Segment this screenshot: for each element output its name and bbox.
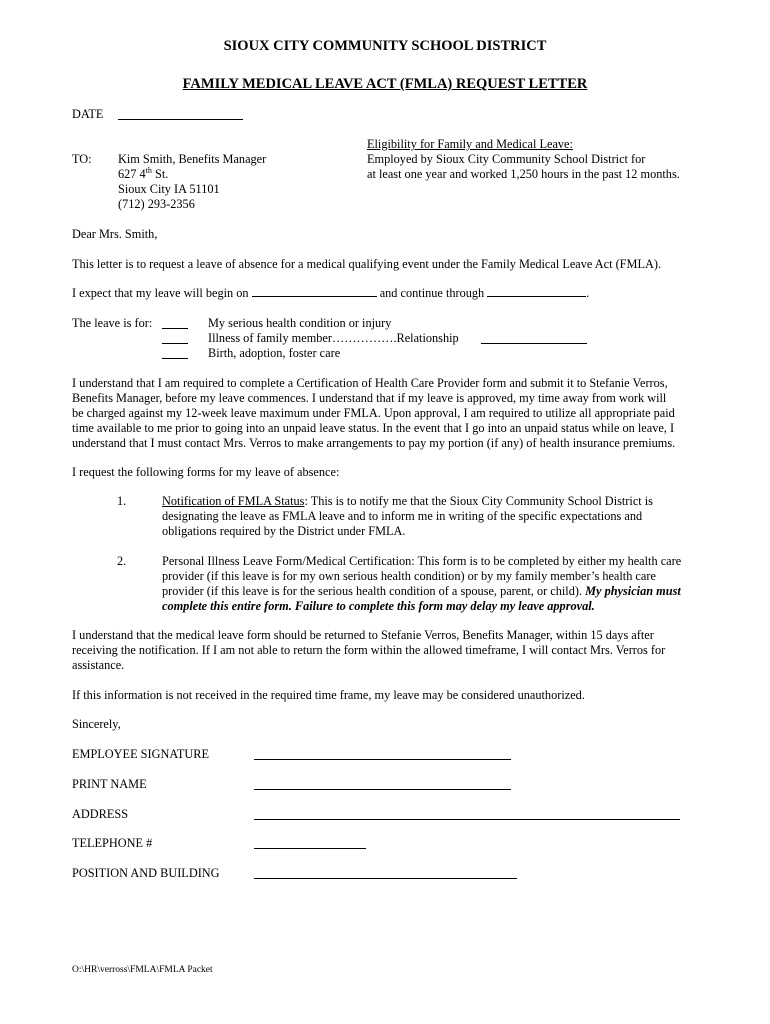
form-item-1-line-3: obligations required by the District under FMLA. — [162, 524, 406, 538]
form-item-2-line-1: Personal Illness Leave Form/Medical Certification: This form is to be completed by either my health care — [162, 554, 682, 568]
employee-signature-field[interactable] — [254, 749, 511, 760]
certification-line-1: I understand that I am required to complete a Certification of Health Care Provider form and submit it to Stefanie Verros, — [72, 376, 668, 390]
eligibility-heading: Eligibility for Family and Medical Leave: — [367, 137, 573, 151]
street-suffix: th — [145, 165, 152, 175]
certification-line-3: be charged against my 12-week leave maximum under FMLA. Upon approval, I am required to utilize all appropriate paid — [72, 406, 675, 420]
return-line-1: I understand that the medical leave form should be returned to Stefanie Verros, Benefits Manager, within 15 days after — [72, 628, 654, 642]
eligibility-line-2: at least one year and worked 1,250 hours in the past 12 months. — [367, 167, 680, 181]
recipient-phone: (712) 293-2356 — [118, 197, 195, 211]
street-rest: St. — [151, 167, 169, 181]
eligibility-line-1: Employed by Sioux City Community School District for — [367, 152, 646, 166]
form-item-1-line-1 — [162, 494, 653, 509]
form-item-2-emphasis: My physician must — [585, 584, 681, 598]
telephone-label: TELEPHONE # — [72, 836, 153, 850]
print-name-field[interactable] — [254, 779, 511, 790]
form-item-1-text: : This is to notify me that the Sioux City Community School District is — [304, 494, 653, 508]
leave-dates-line — [72, 286, 589, 301]
form-item-2-text: provider (if this leave is for the serious health condition of a spouse, parent, or child). — [162, 584, 583, 598]
leave-option-3-checkbox[interactable] — [162, 348, 188, 359]
leave-begin-field[interactable] — [252, 286, 377, 297]
recipient-name: Kim Smith, Benefits Manager — [118, 152, 267, 166]
unauthorized-notice: If this information is not received in the required time frame, my leave may be considered unauthorized. — [72, 688, 585, 702]
position-building-field[interactable] — [254, 868, 517, 879]
address-field[interactable] — [254, 809, 680, 820]
telephone-field[interactable] — [254, 838, 366, 849]
return-line-2: receiving the notification. If I am not able to return the form within the allowed timeframe, I will contact Mrs. Verros for — [72, 643, 666, 657]
recipient-street — [118, 167, 168, 182]
forms-intro: I request the following forms for my leave of absence: — [72, 465, 340, 479]
form-item-1-line-2: designating the leave as FMLA leave and to inform me in writing of the specific expectations and — [162, 509, 643, 523]
date-label: DATE — [72, 107, 104, 121]
intro-paragraph: This letter is to request a leave of absence for a medical qualifying event under the Family Medical Leave Act (FMLA). — [72, 257, 662, 271]
print-name-label: PRINT NAME — [72, 777, 147, 791]
position-building-label: POSITION AND BUILDING — [72, 866, 220, 880]
street-number: 627 4 — [118, 167, 146, 181]
form-item-2-line-2: provider (if this leave is for my own serious health condition) or by my family member’s health care — [162, 569, 656, 583]
leave-option-2-checkbox[interactable] — [162, 333, 188, 344]
leave-dates-period: . — [586, 286, 590, 300]
to-label: TO: — [72, 152, 92, 166]
leave-option-1-checkbox[interactable] — [162, 318, 188, 329]
leave-end-field[interactable] — [487, 286, 586, 297]
leave-through-label: and continue through — [379, 286, 485, 300]
footer-file-path: O:\HR\verross\FMLA\FMLA Packet — [72, 965, 213, 975]
closing: Sincerely, — [72, 717, 121, 731]
form-item-2-line-3 — [162, 584, 681, 599]
form-item-1-title: Notification of FMLA Status — [162, 494, 305, 508]
leave-option-3: Birth, adoption, foster care — [208, 346, 341, 360]
form-item-2-line-4: complete this entire form. Failure to complete this form may delay my leave approval. — [162, 599, 595, 613]
form-item-2-number: 2. — [117, 554, 127, 568]
page-title: FAMILY MEDICAL LEAVE ACT (FMLA) REQUEST LETTER — [182, 76, 588, 92]
leave-for-label: The leave is for: — [72, 316, 153, 330]
return-line-3: assistance. — [72, 658, 125, 672]
leave-option-1: My serious health condition or injury — [208, 316, 392, 330]
district-heading: SIOUX CITY COMMUNITY SCHOOL DISTRICT — [223, 38, 547, 54]
employee-signature-label: EMPLOYEE SIGNATURE — [72, 747, 209, 761]
address-label: ADDRESS — [72, 807, 129, 821]
leave-option-2: Illness of family member…………….Relationship — [208, 331, 459, 345]
certification-line-5: understand that I must contact Mrs. Verros to make arrangements to pay my portion (if any) of health insurance premiums. — [72, 436, 676, 450]
recipient-city: Sioux City IA 51101 — [118, 182, 220, 196]
form-item-1-number: 1. — [117, 494, 127, 508]
certification-line-2: Benefits Manager, before my leave commences. I understand that if my leave is approved, my time away from work will — [72, 391, 667, 405]
leave-begin-label: I expect that my leave will begin on — [72, 286, 249, 300]
date-field[interactable] — [118, 109, 243, 120]
salutation: Dear Mrs. Smith, — [72, 227, 158, 241]
certification-line-4: time available to me prior to going into an unpaid leave status. In the event that I go into an unpaid status while on leave, I — [72, 421, 675, 435]
relationship-field[interactable] — [481, 333, 587, 344]
